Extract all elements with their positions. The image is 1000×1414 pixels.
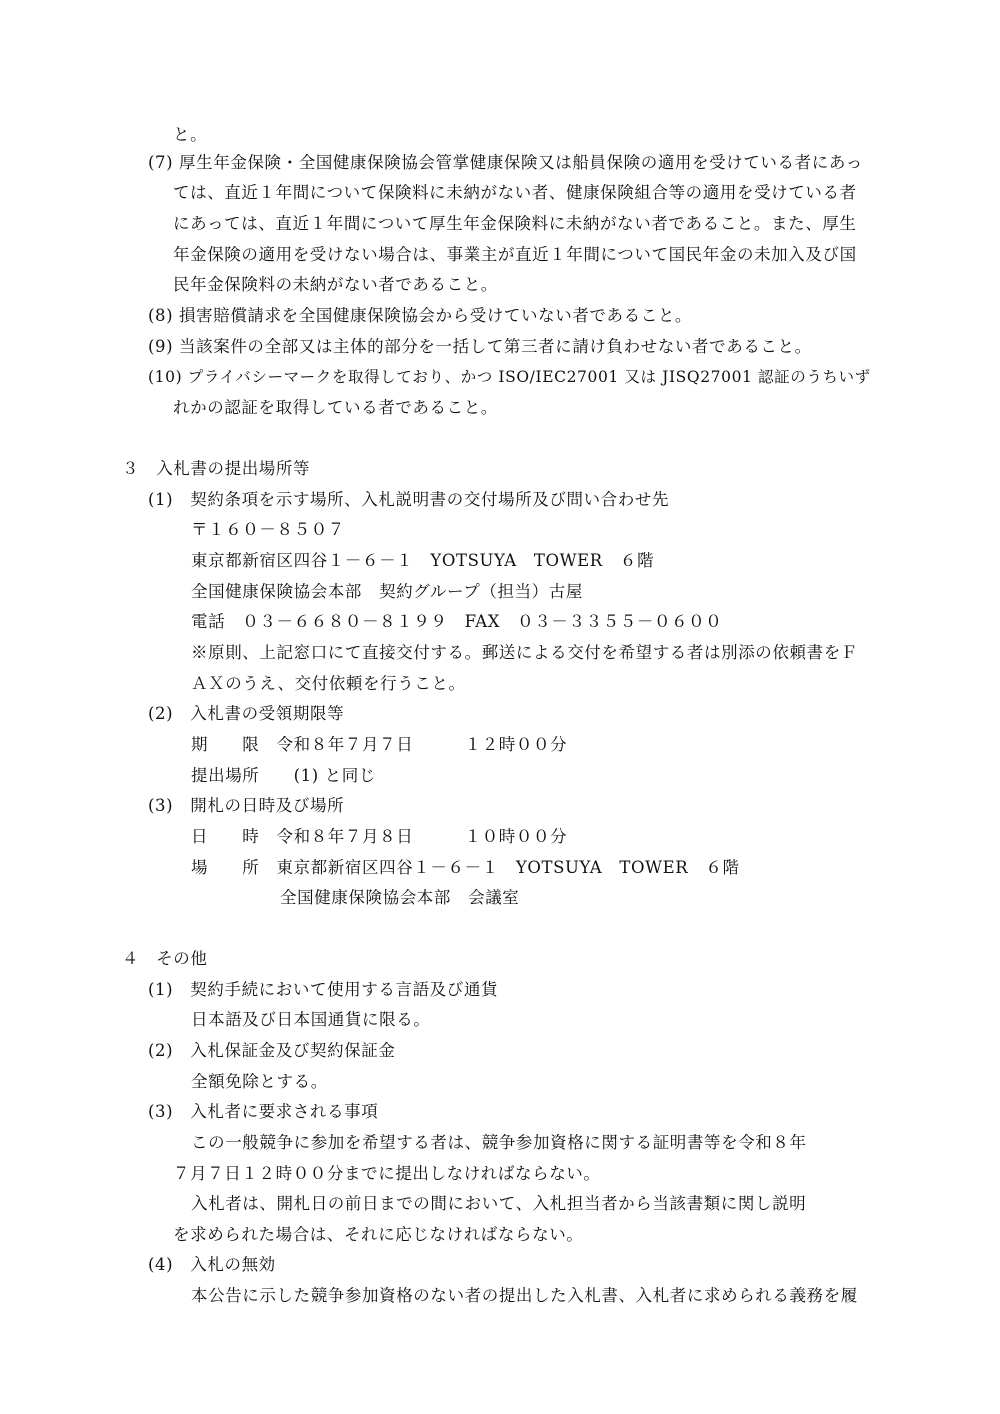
text-line: 民年金保険料の未納がない者であること。 — [173, 275, 498, 294]
opening-place-line: 場 所 東京都新宿区四谷１－６－１ YOTSUYA TOWER ６階 — [191, 858, 740, 877]
submission-place-line: 提出場所 (1) と同じ — [191, 766, 376, 785]
postal-code: 〒１６０－８５０７ — [191, 520, 345, 539]
list-item-10: (10) プライバシーマークを取得しており、かつ ISO/IEC27001 又は JISQ27001 認証のうちいず — [148, 368, 871, 386]
subsection-heading: (4) 入札の無効 — [148, 1255, 276, 1274]
note-line: ※原則、上記窓口にて直接交付する。郵送による交付を希望する者は別添の依頼書をＦ — [191, 643, 858, 662]
list-item-8: (8) 損害賠償請求を全国健康保険協会から受けていない者であること。 — [148, 306, 693, 325]
text-line: にあっては、直近１年間について厚生年金保険料に未納がない者であること。また、厚生 — [173, 214, 857, 233]
text-line: ７月７日１２時００分までに提出しなければならない。 — [173, 1164, 601, 1183]
opening-datetime-line: 日 時 令和８年７月８日 １０時００分 — [191, 827, 568, 846]
text-line: 年金保険の適用を受けない場合は、事業主が直近１年間について国民年金の未加入及び国 — [173, 245, 857, 264]
section-heading-4: ４ その他 — [122, 949, 208, 968]
address-line: 東京都新宿区四谷１－６－１ YOTSUYA TOWER ６階 — [191, 551, 655, 570]
text-line: ては、直近１年間について保険料に未納がない者、健康保険組合等の適用を受けている者 — [173, 183, 857, 202]
text-line: 日本語及び日本国通貨に限る。 — [191, 1010, 431, 1029]
text-line: れかの認証を取得している者であること。 — [173, 398, 498, 417]
section-heading-3: ３ 入札書の提出場所等 — [122, 459, 311, 478]
contact-name: 全国健康保険協会本部 契約グループ（担当）古屋 — [191, 582, 583, 601]
subsection-heading: (3) 開札の日時及び場所 — [148, 796, 345, 815]
phone-fax-line: 電話 ０３－６６８０－８１９９ FAX ０３－３３５５－０６００ — [191, 612, 723, 631]
text-line: この一般競争に参加を希望する者は、競争参加資格に関する証明書等を令和８年 — [191, 1133, 807, 1152]
subsection-heading: (1) 契約手続において使用する言語及び通貨 — [148, 980, 499, 999]
list-item-9: (9) 当該案件の全部又は主体的部分を一括して第三者に請け負わせない者であること。 — [148, 337, 812, 356]
subsection-heading: (2) 入札書の受領期限等 — [148, 704, 345, 723]
subsection-heading: (1) 契約条項を示す場所、入札説明書の交付場所及び問い合わせ先 — [148, 490, 670, 509]
note-line: ＡＸのうえ、交付依頼を行うこと。 — [191, 674, 466, 693]
text-line: と。 — [173, 125, 208, 144]
text-line: 全額免除とする。 — [191, 1072, 328, 1091]
text-line: 本公告に示した競争参加資格のない者の提出した入札書、入札者に求められる義務を履 — [191, 1286, 858, 1305]
opening-room-line: 全国健康保険協会本部 会議室 — [280, 888, 520, 907]
list-item-7: (7) 厚生年金保険・全国健康保険協会管掌健康保険又は船員保険の適用を受けている者にあっ — [148, 153, 863, 172]
text-line: 入札者は、開札日の前日までの間において、入札担当者から当該書類に関し説明 — [191, 1194, 807, 1213]
text-line: を求められた場合は、それに応じなければならない。 — [173, 1225, 584, 1244]
subsection-heading: (2) 入札保証金及び契約保証金 — [148, 1041, 396, 1060]
subsection-heading: (3) 入札者に要求される事項 — [148, 1102, 379, 1121]
deadline-line: 期 限 令和８年７月７日 １２時００分 — [191, 735, 568, 754]
